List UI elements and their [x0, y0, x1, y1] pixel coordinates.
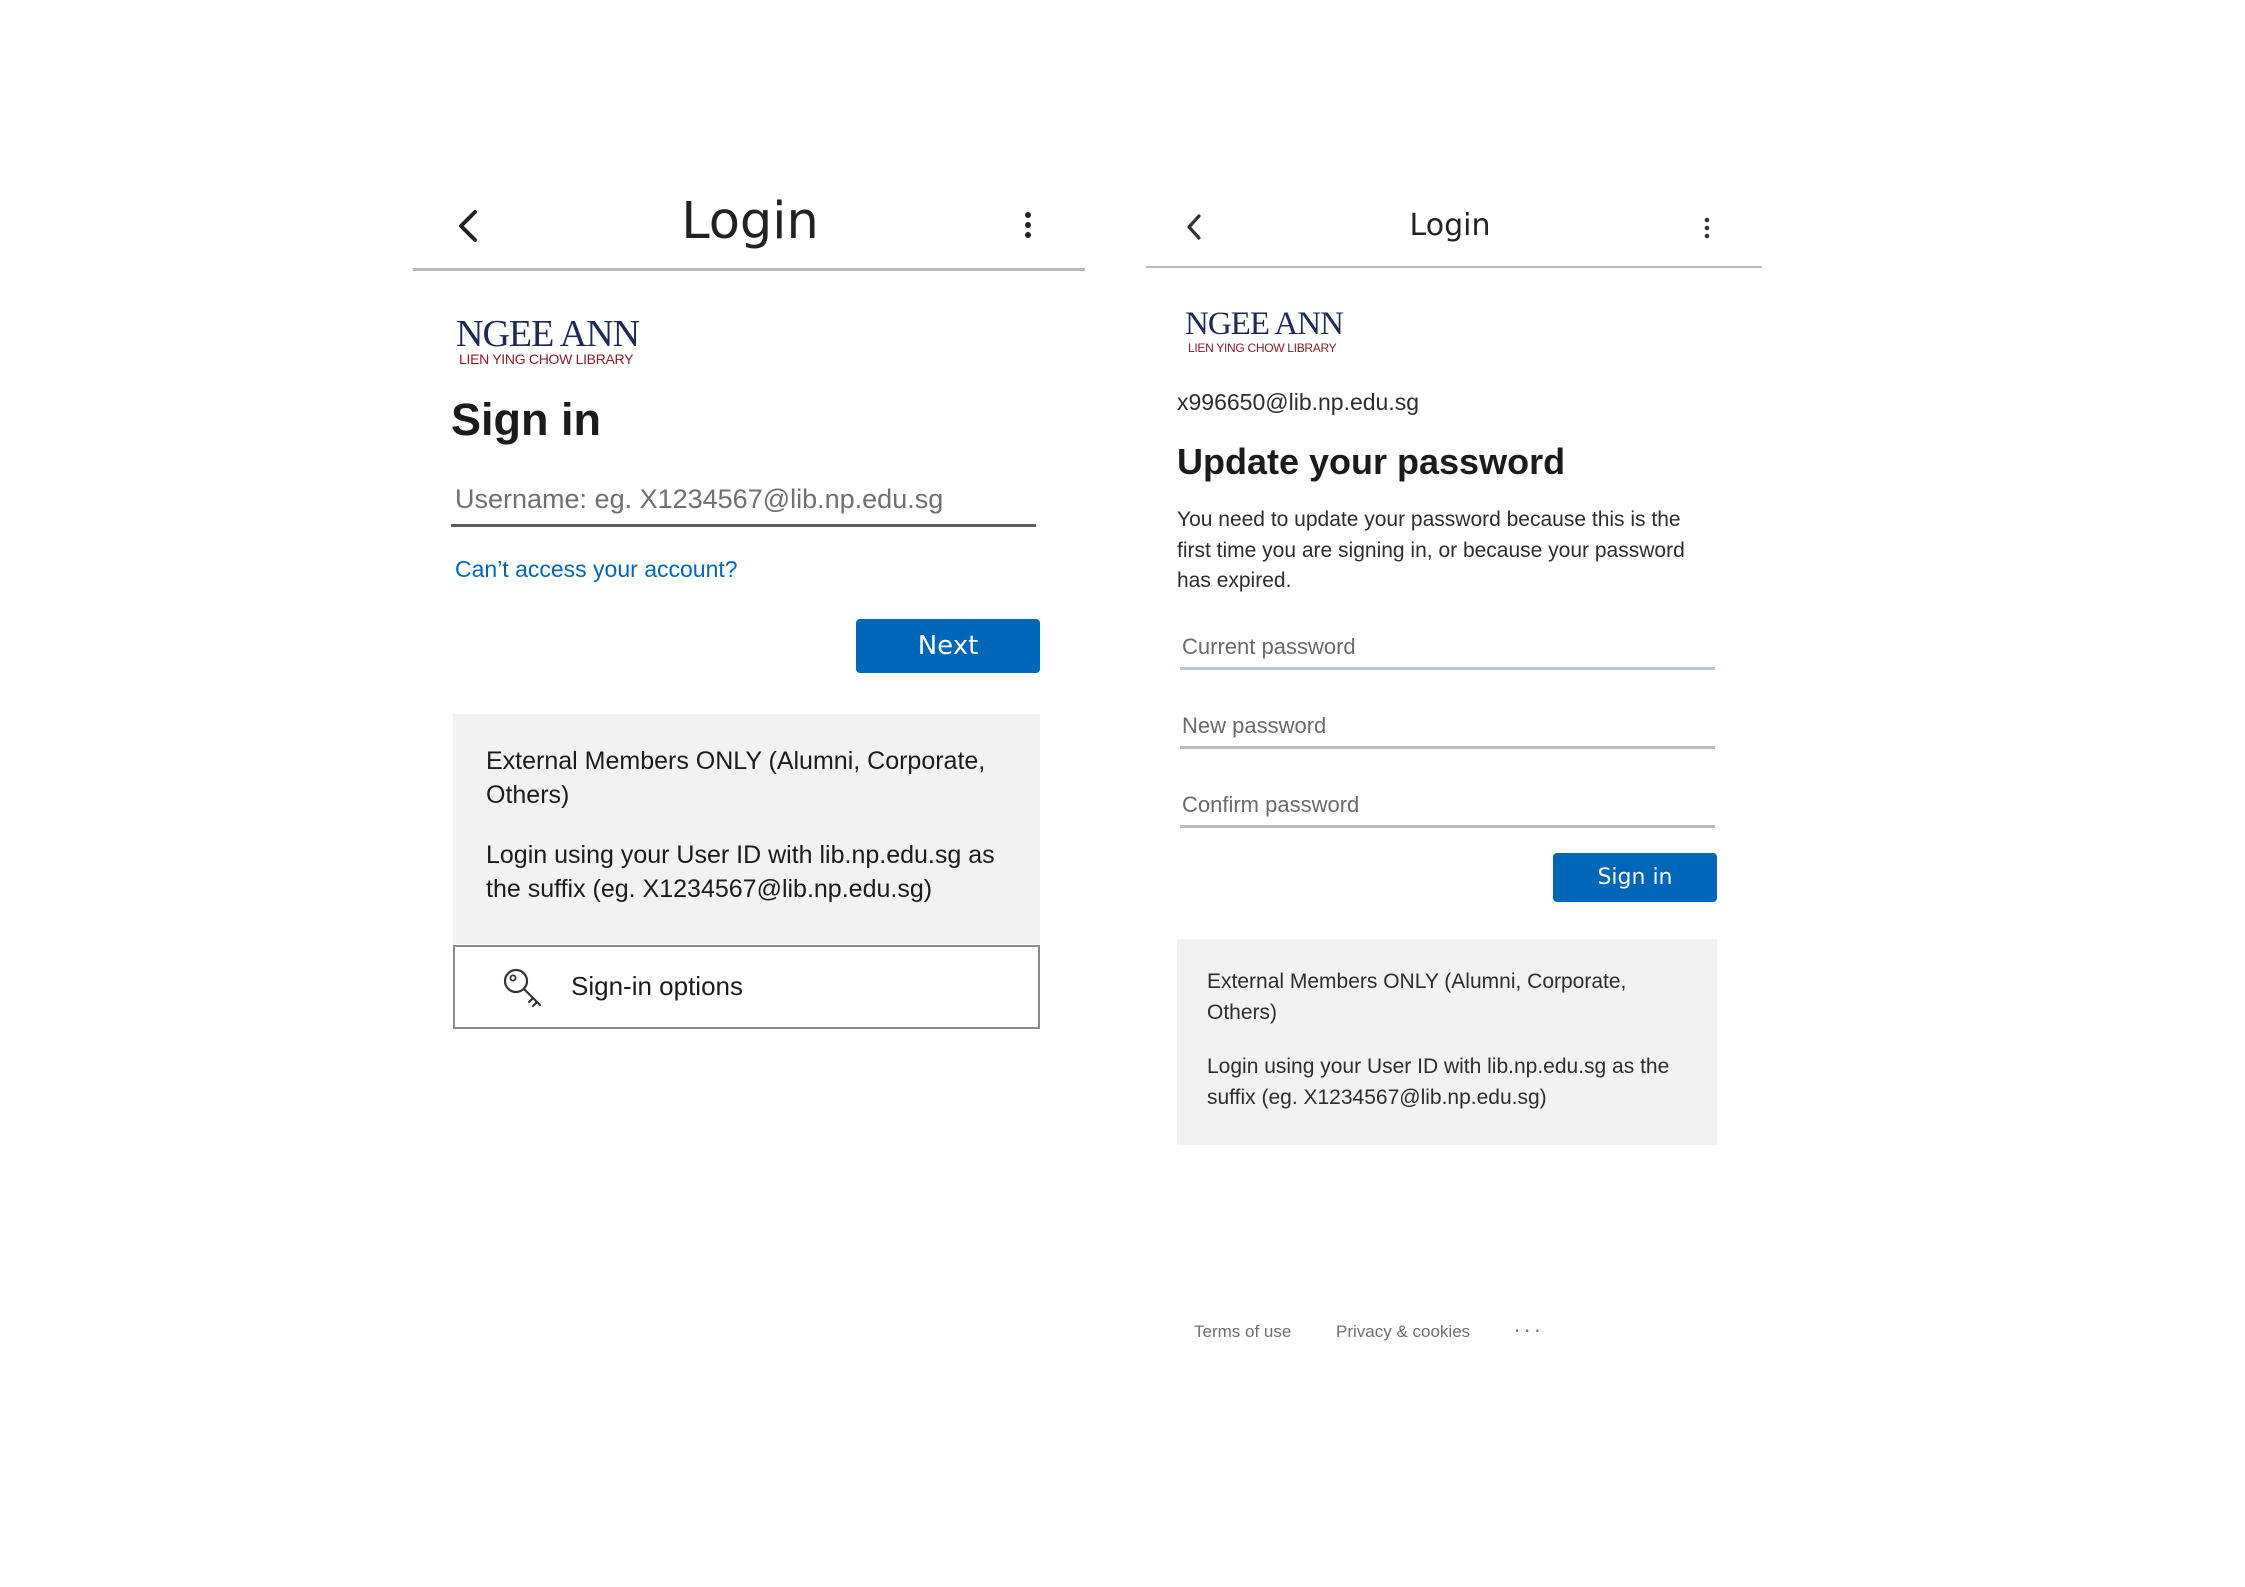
- sign-in-options-button[interactable]: [453, 945, 1040, 1029]
- current-password-input[interactable]: [1180, 626, 1715, 670]
- key-icon: [502, 967, 546, 1009]
- footer-more-button[interactable]: ...: [1514, 1312, 1545, 1337]
- sign-in-heading: Sign in: [451, 394, 601, 445]
- username-input[interactable]: [451, 475, 1036, 527]
- page-title: Login: [681, 192, 819, 251]
- header-divider: [413, 268, 1085, 271]
- logo-subtitle: LIEN YING CHOW LIBRARY: [459, 351, 634, 367]
- account-email: x996650@lib.np.edu.sg: [1177, 389, 1420, 415]
- logo-title: NGEE ANN: [456, 313, 640, 355]
- update-password-heading: Update your password: [1177, 441, 1566, 482]
- info-text-members: External Members ONLY (Alumni, Corporate, Others): [486, 747, 986, 809]
- update-password-description: You need to update your password because this is the first time you are signing in, or because your password has expired.: [1177, 508, 1685, 592]
- confirm-password-input[interactable]: [1180, 784, 1715, 828]
- info-text-login-hint: Login using your User ID with lib.np.edu.sg as the suffix (eg. X1234567@lib.np.edu.sg): [486, 841, 995, 903]
- sign-in-options-label: Sign-in options: [571, 971, 743, 1001]
- terms-of-use-link[interactable]: Terms of use: [1194, 1322, 1292, 1341]
- more-vertical-icon[interactable]: [1702, 217, 1712, 239]
- chevron-left-icon[interactable]: [455, 208, 481, 244]
- info-panel: [1177, 939, 1717, 1145]
- more-vertical-icon[interactable]: [1022, 211, 1034, 239]
- cant-access-account-link[interactable]: Can’t access your account?: [455, 556, 738, 582]
- chevron-left-icon[interactable]: [1184, 213, 1204, 241]
- logo-title: NGEE ANN: [1185, 306, 1343, 342]
- info-panel: [453, 714, 1040, 944]
- logo-subtitle: LIEN YING CHOW LIBRARY: [1188, 341, 1337, 355]
- privacy-cookies-link[interactable]: Privacy & cookies: [1336, 1322, 1471, 1341]
- info-text-members: External Members ONLY (Alumni, Corporate, Others): [1207, 970, 1627, 1024]
- page-title: Login: [1409, 208, 1491, 243]
- header-divider: [1146, 266, 1762, 268]
- sign-in-button[interactable]: Sign in: [1553, 853, 1717, 902]
- next-button[interactable]: Next: [856, 619, 1040, 673]
- info-text-login-hint: Login using your User ID with lib.np.edu.sg as the suffix (eg. X1234567@lib.np.edu.sg): [1207, 1055, 1670, 1109]
- new-password-input[interactable]: [1180, 705, 1715, 749]
